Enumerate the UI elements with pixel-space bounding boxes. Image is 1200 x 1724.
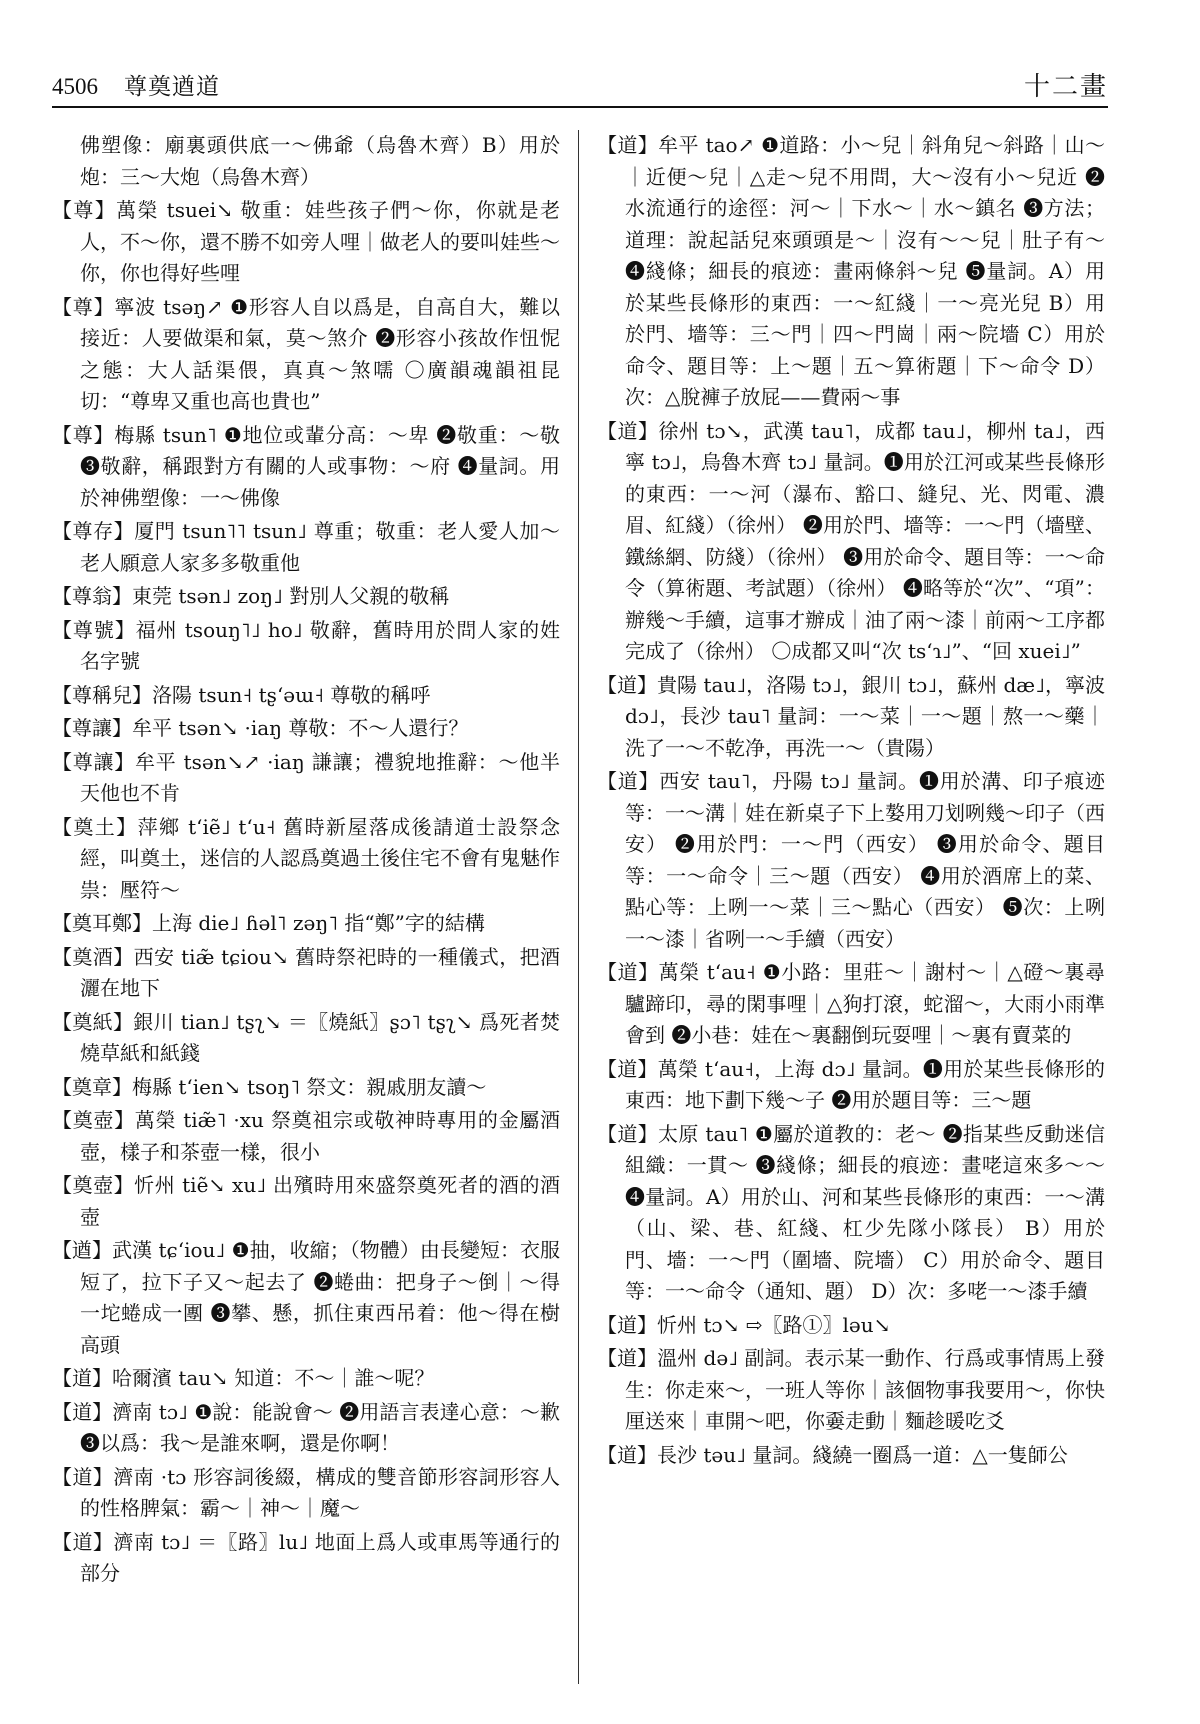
dictionary-entry: 【尊】梅縣 tsun˥ ❶地位或輩分高：～卑 ❷敬重：～敬 ❸敬辭，稱跟對方有關的人或事物：～府 ❹量詞。用於神佛塑像：一～佛像 — [52, 422, 560, 510]
dictionary-entry: 【道】太原 tau˥ ❶屬於道教的：老～ ❷指某些反動迷信組織：一貫～ ❸綫條；細長的痕迹：畫咾這來多～～ ❹量詞。A）用於山、河和某些長條形的東西：一～溝（山、梁、巷、紅綫、杠少先隊小隊長） B）用於門、墻：一～門（圍墻、院墻） C）用於命令、題目等：一～命令（通知、題） D）次：多咾一～漆手續 — [597, 1121, 1105, 1303]
dictionary-entry: 【道】萬榮 tʻau˧ ❶小路：里莊～｜謝村～｜△磴～裏尋驢蹄印，尋的閑事哩｜△狗打滾，蛇溜～，大雨小雨準會到 ❷小巷：娃在～裏翻倒玩耍哩｜～裏有賣菜的 — [597, 960, 1105, 1047]
dictionary-entry: 【道】溫州 də˩ 副詞。表示某一動作、行爲或事情馬上發生：你走來～，一班人等你｜該個物事我要用～，你快厘送來｜車開～吧，你嫑走動｜麵趁暖吃爻 — [597, 1346, 1105, 1433]
dictionary-entry: 【道】濟南 ·tɔ 形容詞後綴，構成的雙音節形容詞形容人的性格脾氣：霸～｜神～｜魔～ — [52, 1464, 560, 1520]
dictionary-entry: 【奠耳鄭】上海 die˩ ɦəl˥ zəŋ˥ 指“鄭”字的結構 — [52, 911, 485, 935]
right-column — [578, 130, 1105, 1684]
dictionary-entry: 【道】萬榮 tʻau˧，上海 dɔ˩ 量詞。❶用於某些長條形的東西：地下劃下幾～子 ❷用於題目等：三～題 — [597, 1056, 1105, 1112]
dictionary-entry: 【尊讓】牟平 tsən↘ ·iaŋ 尊敬：不～人還行？ — [52, 716, 469, 740]
dictionary-entry: 【遒】武漢 tɕʻiou˩ ❶抽，收縮；（物體）由長變短：衣服短了，拉下子又～起去了 ❷蜷曲：把身子～倒｜～得一坨蜷成一團 ❸攀、懸，抓住東西吊着：他～得在樹高頭 — [52, 1238, 560, 1357]
dictionary-entry: 【奠紙】銀川 tian˩ tʂʅ↘ ＝〖燒紙〗ʂɔ˥ tʂʅ↘ 爲死者焚燒草紙和紙錢 — [52, 1009, 560, 1065]
dictionary-entry: 【尊】寧波 tsəŋ↗ ❶形容人自以爲是，自高自大，難以接近：人要做渠和氣，莫～煞介 ❷形容小孩故作忸怩之態：大人話渠偎，真真～煞嚅 〇廣韻魂韻祖昆切：“尊卑又重也高也貴也” — [52, 294, 560, 413]
stroke-section-label: 十二畫 — [1023, 71, 1108, 102]
dictionary-entry: 【尊存】厦門 tsun˥˥ tsun˩ 尊重；敬重：老人愛人加～老人願意人家多多敬重他 — [52, 519, 560, 575]
dictionary-entry: 【道】濟南 tɔ˩ ＝〖路〗lu˩ 地面上爲人或車馬等通行的部分 — [52, 1529, 560, 1585]
dictionary-entry: 【道】哈爾濱 tau↘ 知道：不～｜誰～呢？ — [52, 1366, 435, 1390]
head-characters: 尊奠遒道 — [124, 73, 220, 100]
dictionary-entry: 【道】牟平 tao↗ ❶道路：小～兒｜斜角兒～斜路｜山～｜近便～兒｜△走～兒不用問，大～沒有小～兒近 ❷水流通行的途徑：河～｜下水～｜水～鎮名 ❸方法；道理：說起話兒來頭頭是～｜沒有～～兒｜肚子有～ ❹綫條；細長的痕迹：畫兩條斜～兒 ❺量詞。A）用於某些長條形的東西：一～紅綫｜一～亮光兒 B）用於門、墻等：三～門｜四～門崗｜兩～院墻 C）用於命令、題目等：上～題｜五～算術題｜下～命令 D）次：△脫褲子放屁——費兩～事 — [597, 133, 1105, 409]
dictionary-entry: 【道】濟南 tɔ˩ ❶說：能說會～ ❷用語言表達心意：～歉 ❸以爲：我～是誰來啊，還是你啊！ — [52, 1399, 560, 1455]
dictionary-entry: 【尊讓】牟平 tsən↘↗ ·iaŋ 謙讓；禮貌地推辭：～他半天他也不肯 — [52, 749, 560, 805]
page-number: 4506 — [52, 73, 98, 99]
dictionary-entry: 【尊號】福州 tsouŋ˥˩ ho˩ 敬辭，舊時用於問人家的姓名字號 — [52, 617, 560, 673]
left-column — [52, 130, 578, 1684]
dictionary-entry: 佛塑像：廟裏頭供底一～佛爺（烏魯木齊）B）用於炮：三～大炮（烏魯木齊） — [80, 133, 560, 189]
dictionary-entry: 【奠壺】忻州 tiẽ↘ xu˩ 出殯時用來盛祭奠死者的酒的酒壺 — [52, 1173, 560, 1229]
page-header — [52, 62, 1108, 108]
dictionary-entry: 【奠壺】萬榮 tiæ̃˥ ·xu 祭奠祖宗或敬神時專用的金屬酒壺，樣子和茶壺一樣，很小 — [52, 1108, 560, 1164]
entry-columns — [52, 130, 1108, 1684]
dictionary-entry: 【道】忻州 tɔ↘ ⇨〖路①〗ləu↘ — [597, 1312, 891, 1337]
header-left — [52, 68, 220, 101]
dictionary-entry: 【道】徐州 tɔ↘，武漢 tau˥，成都 tau˩，柳州 ta˩，西寧 tɔ˩，烏魯木齊 tɔ˩ 量詞。❶用於江河或某些長條形的東西：一～河（瀑布、豁口、縫兒、光、閃電、濃眉、紅綫）（徐州） ❷用於門、墻等：一～門（墻壁、鐵絲網、防綫）（徐州） ❸用於命令、題目等：一～命令（算術題、考試題）（徐州） ❹略等於“次”、“項”：辦幾～手續，這事才辦成｜油了兩～漆｜前兩～工序都完成了（徐州） 〇成都又叫“次 tsʻɿ˩”、“回 xuei˩” — [597, 418, 1105, 663]
dictionary-entry: 【奠酒】西安 tiæ̃ tɕiou↘ 舊時祭祀時的一種儀式，把酒灑在地下 — [52, 944, 560, 1000]
dictionary-entry: 【尊翁】東莞 tsən˩ zoŋ˩ 對別人父親的敬稱 — [52, 584, 450, 608]
dictionary-entry: 【奠土】萍鄉 tʻiẽ˩ tʻu˧ 舊時新屋落成後請道士設祭念經，叫奠土，迷信的人認爲奠過土後住宅不會有鬼魅作祟：壓符～ — [52, 814, 560, 902]
dictionary-entry: 【奠章】梅縣 tʻien↘ tsoŋ˥ 祭文：親戚朋友讀～ — [52, 1074, 487, 1099]
dictionary-entry: 【道】長沙 təu˩ 量詞。綫繞一圈爲一道：△一隻師公 — [597, 1442, 1068, 1467]
dictionary-entry: 【道】西安 tau˥，丹陽 tɔ˩ 量詞。❶用於溝、印子痕迹等：一～溝｜娃在新桌子下上嫯用刀划咧幾～印子（西安） ❷用於門：一～門（西安） ❸用於命令、題目等：一～命令｜三～題（西安） ❹用於酒席上的菜、點心等：上咧一～菜｜三～點心（西安） ❺次：上咧一～漆｜省咧一～手續（西安） — [597, 769, 1105, 951]
dictionary-entry: 【尊稱兒】洛陽 tsun˧ tʂʻəɯ˧ 尊敬的稱呼 — [52, 682, 431, 707]
dictionary-entry: 【尊】萬榮 tsuei↘ 敬重：娃些孩子們～你，你就是老人，不～你，還不勝不如旁人哩｜做老人的要叫娃些～你，你也得好些哩 — [52, 198, 560, 285]
dictionary-entry: 【道】貴陽 tau˩，洛陽 tɔ˩，銀川 tɔ˩，蘇州 dæ˩，寧波 dɔ˩，長沙 tau˥ 量詞：一～菜｜一～題｜熬一～藥｜洗了一～不乾净，再洗一～（貴陽） — [597, 672, 1105, 760]
